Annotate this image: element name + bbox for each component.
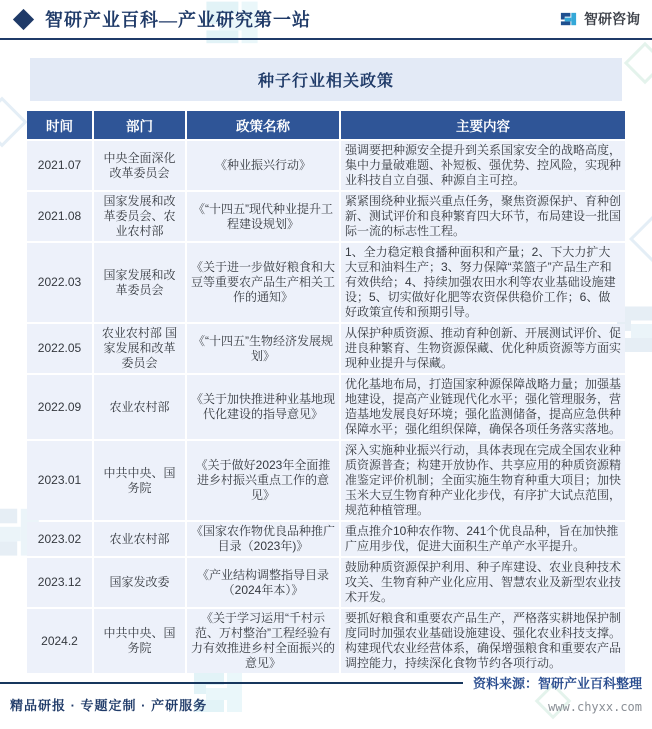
table-row xyxy=(27,324,625,373)
company-logo-text: 智研咨询 xyxy=(584,11,640,27)
site-brand xyxy=(12,6,311,32)
cell-dept: 中共中央、国务院 xyxy=(94,441,185,520)
footer-brand-row xyxy=(0,692,652,714)
footer xyxy=(0,673,652,714)
cell-content: 强调要把种源安全提升到关系国家安全的战略高度，集中力量破难题、补短板、强优势、控风险，实现种业科技自立自强、种源自主可控。 xyxy=(341,141,625,190)
services-text: 精品研报 · 专题定制 · 产研服务 xyxy=(10,698,208,713)
cell-time: 2021.07 xyxy=(27,141,92,190)
policy-table xyxy=(25,109,627,675)
table-row xyxy=(27,192,625,241)
footer-divider xyxy=(0,682,463,684)
column-header-policy: 政策名称 xyxy=(187,111,339,139)
cell-policy: 《国家农作物优良品种推广目录（2023年)》 xyxy=(187,522,339,556)
table-row xyxy=(27,558,625,607)
table-row xyxy=(27,441,625,520)
cell-time: 2024.2 xyxy=(27,609,92,673)
cell-content: 要抓好粮食和重要农产品生产，严格落实耕地保护制度同时加强农业基础设施建设、强化农业科技支撑。构建现代农业经营体系，确保增强粮食和重要农产品调控能力，持续深化食物节约各项行动。 xyxy=(341,609,625,673)
column-header-time: 时间 xyxy=(27,111,92,139)
watermark-diamond xyxy=(629,215,652,263)
cell-time: 2022.03 xyxy=(27,243,92,322)
cell-time: 2022.09 xyxy=(27,375,92,439)
cell-content: 从保护种质资源、推动育种创新、开展测试评价、促进良种繁育、生物资源保藏、优化种质资源等方面实现种业提升与保藏。 xyxy=(341,324,625,373)
cell-policy: 《“十四五”现代种业提升工程建设规划》 xyxy=(187,192,339,241)
watermark-diamond xyxy=(0,97,27,148)
page-title: 种子行业相关政策 xyxy=(257,73,394,90)
cell-content: 紧紧围绕种业振兴重点任务，聚焦资源保护、育种创新、测试评价和良种繁育四大环节，布局建设一批国际一流的标志性工程。 xyxy=(341,192,625,241)
table-row xyxy=(27,609,625,673)
table-row xyxy=(27,522,625,556)
cell-dept: 国家发展和改革委员会 xyxy=(94,243,185,322)
cell-dept: 中央全面深化改革委员会 xyxy=(94,141,185,190)
column-header-dept: 部门 xyxy=(94,111,185,139)
cell-dept: 中共中央、国务院 xyxy=(94,609,185,673)
header-bar xyxy=(0,0,652,40)
company-logo xyxy=(559,9,640,29)
cell-dept: 农业农村部 国家发展和改革委员会 xyxy=(94,324,185,373)
cell-dept: 国家发改委 xyxy=(94,558,185,607)
cell-dept: 农业农村部 xyxy=(94,522,185,556)
source-text: 资料来源：智研产业百科整理 xyxy=(472,676,642,691)
cell-policy: 《种业振兴行动》 xyxy=(187,141,339,190)
title-banner xyxy=(30,58,622,101)
watermark-diamond xyxy=(624,42,652,84)
cell-policy: 《关于进一步做好粮食和大豆等重要农产品生产相关工作的通知》 xyxy=(187,243,339,322)
company-logo-icon xyxy=(559,10,578,29)
site-title: 智研产业百科—产业研究第一站 xyxy=(45,10,311,30)
cell-content: 优化基地布局，打造国家种源保障战略力量；加强基地建设，提高产业链现代化水平；强化管理服务，营造基地发展良好环境；强化监测储备，提高应急供种保障水平；强化组织保障，确保各项任务落实落地。 xyxy=(341,375,625,439)
cell-policy: 《关于学习运用“千村示范、万村整治”工程经验有力有效推进乡村全面振兴的意见》 xyxy=(187,609,339,673)
cell-time: 2023.12 xyxy=(27,558,92,607)
column-header-content: 主要内容 xyxy=(341,111,625,139)
table-row xyxy=(27,243,625,322)
table-row xyxy=(27,141,625,190)
cell-time: 2022.05 xyxy=(27,324,92,373)
cell-time: 2023.02 xyxy=(27,522,92,556)
cell-policy: 《产业结构调整指导目录（2024年本）》 xyxy=(187,558,339,607)
table-row xyxy=(27,375,625,439)
cell-dept: 农业农村部 xyxy=(94,375,185,439)
cell-policy: 《关于做好2023年全面推进乡村振兴重点工作的意见》 xyxy=(187,441,339,520)
cell-content: 1、全力稳定粮食播种面积和产量；2、下大力扩大大豆和油料生产；3、努力保障“菜篮子”产品生产和有效供给；4、持续加强农田水利等农业基础设施建设；5、切实做好化肥等农资保供稳价工作；6、做好政策宣传和预期引导。 xyxy=(341,243,625,322)
table-header-row xyxy=(27,111,625,139)
cell-policy: 《关于加快推进种业基地现代化建设的指导意见》 xyxy=(187,375,339,439)
cell-dept: 国家发展和改革委员会、农业农村部 xyxy=(94,192,185,241)
source-row xyxy=(0,673,652,692)
cell-time: 2023.01 xyxy=(27,441,92,520)
cell-policy: 《“十四五”生物经济发展规划》 xyxy=(187,324,339,373)
website-text: www.chyxx.com xyxy=(548,700,642,714)
cell-content: 深入实施种业振兴行动，具体表现在完成全国农业种质资源普查；构建开放协作、共享应用的种质资源精准鉴定评价机制；全面实施生物育种重大项目；加快玉米大豆生物育种产业化步伐，有序扩大试点范围，规范种植管理。 xyxy=(341,441,625,520)
cell-content: 鼓励种质资源保护利用、种子库建设、农业良种技术攻关、生物育种产业化应用、智慧农业及新型农业技术开发。 xyxy=(341,558,625,607)
diamond-icon xyxy=(13,8,34,29)
cell-time: 2021.08 xyxy=(27,192,92,241)
cell-content: 重点推介10种农作物、241个优良品种，旨在加快推广应用步伐，促进大面积生产单产水平提升。 xyxy=(341,522,625,556)
